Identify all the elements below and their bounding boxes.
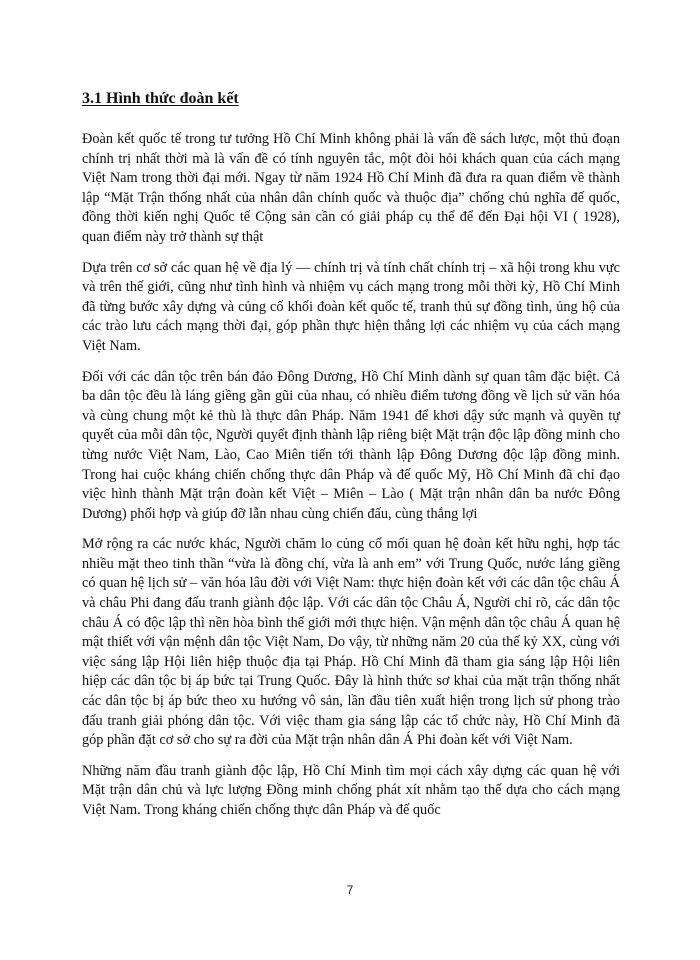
- paragraph-5: Những năm đầu tranh giành độc lập, Hồ Chí Minh tìm mọi cách xây dựng các quan hệ với Mặt trận dân chủ và lực lượng Đồng minh chống phát xít nhằm tạo thế dựa cho cách mạng Việt Nam. Trong kháng chiến chống thực dân Pháp và đế quốc: [82, 762, 620, 818]
- section-heading: 3.1 Hình thức đoàn kết: [82, 90, 239, 107]
- paragraph-1: Đoàn kết quốc tế trong tư tưởng Hồ Chí Minh không phải là vấn đề sách lược, một thủ đoạn chính trị nhất thời mà là vấn đề có tính nguyên tắc, một đòi hỏi khách quan của cách mạng Việt Nam trong thời đại mới. Ngay từ năm 1924 Hồ Chí Minh đã đưa ra quan điểm về thành lập “Mặt Trận thống nhất của nhân dân chính quốc và thuộc địa” chống chủ nghĩa đế quốc, đồng thời kiến nghị Quốc tế Cộng sản cần có giải pháp cụ thể để đến Đại hội VI ( 1928), quan điểm này trở thành sự thật: [82, 131, 620, 245]
- page-number: 7: [346, 883, 354, 897]
- body-text: [82, 130, 620, 832]
- paragraph-3: Đối với các dân tộc trên bán đảo Đông Dương, Hồ Chí Minh dành sự quan tâm đặc biệt. Cả ba dân tộc đều là láng giềng gần gũi của nhau, có nhiều điểm tương đồng về lịch sử văn hóa và cùng chung một kẻ thù là thực dân Pháp. Năm 1941 để khơi dậy sức mạnh và quyền tự quyết của mỗi dân tộc, Người quyết định thành lập riêng biệt Mặt trận độc lập đồng minh cho từng nước Việt Nam, Lào, Cao Miên tiến tới thành lập Đông Dương độc lập đồng minh. Trong hai cuộc kháng chiến chống thực dân Pháp và đế quốc Mỹ, Hồ Chí Minh đã chỉ đạo việc hình thành Mặt trận đoàn kết Việt – Miên – Lào ( Mặt trận nhân dân ba nước Đông Dương) phối hợp và giúp đỡ lẫn nhau cùng chiến đấu, cùng thắng lợi: [82, 368, 620, 522]
- paragraph-4: Mở rộng ra các nước khác, Người chăm lo củng cố mối quan hệ đoàn kết hữu nghị, hợp tác nhiều mặt theo tinh thần “vừa là đồng chí, vừa là anh em” với Trung Quốc, nước láng giềng có quan hệ lịch sử – văn hóa lâu đời với Việt Nam: thực hiện đoàn kết với các dân tộc châu Á và châu Phi đang đấu tranh giành độc lập. Với các dân tộc Châu Á, Người chỉ rõ, các dân tộc châu Á có độc lập thì nền hòa bình thế giới mới thực hiện. Vận mệnh dân tộc châu Á quan hệ mật thiết với vận mệnh dân tộc Việt Nam, Do vậy, từ những năm 20 của thế kỷ XX, cùng với việc sáng lập Hội liên hiệp thuộc địa tại Pháp. Hồ Chí Minh đã tham gia sáng lập Hội liên hiệp các dân tộc bị áp bức tại Trung Quốc. Đây là hình thức sơ khai của mặt trận thống nhất các dân tộc bị áp bức theo xu hướng vô sản, lần đầu tiên xuất hiện trong lịch sử phong trào đấu tranh giải phóng dân tộc. Với việc tham gia sáng lập các tổ chức này, Hồ Chí Minh đã góp phần đặt cơ sở cho sự ra đời của Mặt trận nhân dân Á Phi đoàn kết với Việt Nam.: [82, 536, 620, 749]
- paragraph-2: Dựa trên cơ sở các quan hệ về địa lý — chính trị và tính chất chính trị – xã hội trong khu vực và trên thế giới, cũng như tình hình và nhiệm vụ cách mạng trong mỗi thời kỳ, Hồ Chí Minh đã từng bước xây dựng và củng cố khối đoàn kết quốc tế, tranh thủ sự đồng tình, ủng hộ của các trào lưu cách mạng thời đại, góp phần thực hiện thắng lợi các nhiệm vụ của cách mạng Việt Nam.: [82, 259, 620, 354]
